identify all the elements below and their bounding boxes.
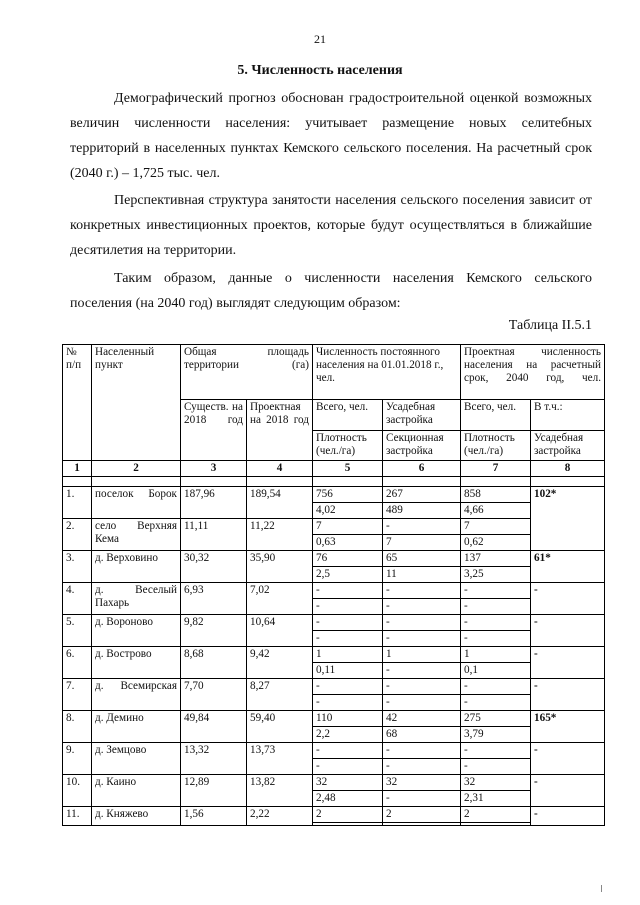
pop-section: 489 — [383, 503, 461, 519]
pop-section: - — [383, 599, 461, 615]
spacer-cell — [92, 477, 181, 487]
scan-mark — [601, 885, 602, 892]
col-number: 7 — [461, 461, 531, 477]
settlement-name: д. Всемирская — [92, 679, 181, 711]
proj-estate: 165* — [531, 711, 605, 743]
header-area: Общая площадь территории (га) — [181, 345, 313, 400]
proj-total: 2 — [461, 807, 531, 823]
header-proj-incl: В т.ч.: — [531, 400, 605, 431]
table-caption: Таблица II.5.1 — [508, 318, 592, 333]
pop-estate: 267 — [383, 487, 461, 503]
pop-total: 76 — [313, 551, 383, 567]
pop-density: 0,11 — [313, 663, 383, 679]
spacer-cell — [247, 477, 313, 487]
proj-total: - — [461, 583, 531, 599]
settlement-name: д. Княжево — [92, 807, 181, 826]
area-project: 59,40 — [247, 711, 313, 743]
pop-estate: 32 — [383, 775, 461, 791]
proj-total: 137 — [461, 551, 531, 567]
proj-density: 0,1 — [461, 663, 531, 679]
spacer-cell — [63, 477, 92, 487]
table-row — [63, 711, 605, 727]
pop-density: - — [313, 759, 383, 775]
area-project: 10,64 — [247, 615, 313, 647]
table-row — [63, 615, 605, 631]
proj-estate: - — [531, 679, 605, 711]
header-pop-estate: Усадебная застройка — [383, 400, 461, 431]
table-row — [63, 551, 605, 567]
pop-estate: - — [383, 743, 461, 759]
spacer-cell — [461, 477, 531, 487]
proj-estate: - — [531, 615, 605, 647]
area-existing: 9,82 — [181, 615, 247, 647]
area-existing: 7,70 — [181, 679, 247, 711]
pop-estate: - — [383, 615, 461, 631]
settlement-name: д. Верховино — [92, 551, 181, 583]
pop-total: - — [313, 679, 383, 695]
proj-estate: 102* — [531, 487, 605, 551]
header-area-existing: Существ. на 2018 год — [181, 400, 247, 461]
table-row — [63, 775, 605, 791]
proj-estate: - — [531, 743, 605, 775]
header-population: Численность постоянного населения на 01.01.2018 г., чел. — [313, 345, 461, 400]
spacer-cell — [531, 477, 605, 487]
pop-density: 2,5 — [313, 567, 383, 583]
proj-total: 858 — [461, 487, 531, 503]
header-proj-total: Всего, чел. — [461, 400, 531, 431]
pop-estate: 65 — [383, 551, 461, 567]
area-project: 189,54 — [247, 487, 313, 519]
header-proj-density: Плотность (чел./га) — [461, 431, 531, 461]
table-row — [63, 807, 605, 823]
col-number: 4 — [247, 461, 313, 477]
pop-total: 110 — [313, 711, 383, 727]
header-proj-estate: Усадебная застройка — [531, 431, 605, 461]
header-row — [63, 345, 605, 400]
paragraph-1 — [70, 86, 592, 186]
population-table — [62, 344, 605, 826]
table-row — [63, 743, 605, 759]
pop-total: - — [313, 615, 383, 631]
pop-section — [383, 823, 461, 826]
pop-section: 7 — [383, 535, 461, 551]
row-number: 7. — [63, 679, 92, 711]
pop-total: - — [313, 583, 383, 599]
row-number: 11. — [63, 807, 92, 826]
col-number: 8 — [531, 461, 605, 477]
table-row — [63, 519, 605, 535]
header-pop-total: Всего, чел. — [313, 400, 383, 431]
pop-density: - — [313, 695, 383, 711]
pop-section: - — [383, 631, 461, 647]
settlement-name: село Верхняя Кема — [92, 519, 181, 551]
row-number: 6. — [63, 647, 92, 679]
settlement-name: д. Вороново — [92, 615, 181, 647]
row-number: 9. — [63, 743, 92, 775]
pop-total: 756 — [313, 487, 383, 503]
proj-density: 4,66 — [461, 503, 531, 519]
area-project: 9,42 — [247, 647, 313, 679]
proj-density: 3,79 — [461, 727, 531, 743]
proj-density: 2,31 — [461, 791, 531, 807]
table-row — [63, 679, 605, 695]
row-number: 2. — [63, 519, 92, 551]
paragraph-text: Демографический прогноз обоснован градостроительной оценкой возможных величин численности населения: учитывает размещение новых селитебных территорий в населенных пунктах Кемского сельского поселения. На расчетный срок (2040 г.) – 1,725 тыс. чел. — [70, 91, 592, 181]
row-number: 1. — [63, 487, 92, 519]
page-number: 21 — [314, 32, 326, 46]
pop-estate: - — [383, 583, 461, 599]
pop-section: - — [383, 791, 461, 807]
area-project: 35,90 — [247, 551, 313, 583]
table-body — [63, 345, 605, 826]
proj-estate: 61* — [531, 551, 605, 583]
header-num: № п/п — [63, 345, 92, 461]
spacer-cell — [383, 477, 461, 487]
paragraph-3 — [70, 266, 592, 316]
proj-total: 1 — [461, 647, 531, 663]
proj-total: - — [461, 679, 531, 695]
settlement-name: д. Земцово — [92, 743, 181, 775]
pop-density: 4,02 — [313, 503, 383, 519]
area-project: 13,82 — [247, 775, 313, 807]
column-number-row — [63, 461, 605, 477]
paragraph-2 — [70, 188, 592, 263]
proj-total: 32 — [461, 775, 531, 791]
proj-estate: - — [531, 775, 605, 807]
pop-section: - — [383, 663, 461, 679]
area-existing: 1,56 — [181, 807, 247, 826]
pop-total: 1 — [313, 647, 383, 663]
pop-total: - — [313, 743, 383, 759]
col-number: 6 — [383, 461, 461, 477]
area-existing: 49,84 — [181, 711, 247, 743]
spacer-cell — [313, 477, 383, 487]
col-number: 2 — [92, 461, 181, 477]
pop-estate: 2 — [383, 807, 461, 823]
proj-estate: - — [531, 807, 605, 826]
settlement-name: поселок Борок — [92, 487, 181, 519]
settlement-name: д. Демино — [92, 711, 181, 743]
area-existing: 30,32 — [181, 551, 247, 583]
area-project: 11,22 — [247, 519, 313, 551]
area-existing: 8,68 — [181, 647, 247, 679]
pop-section: 68 — [383, 727, 461, 743]
header-settlement: Населенный пункт — [92, 345, 181, 461]
pop-density: 2,48 — [313, 791, 383, 807]
row-number: 3. — [63, 551, 92, 583]
table-row — [63, 487, 605, 503]
col-number: 3 — [181, 461, 247, 477]
header-pop-density: Плотность (чел./га) — [313, 431, 383, 461]
pop-total: 2 — [313, 807, 383, 823]
area-project: 13,73 — [247, 743, 313, 775]
proj-total: - — [461, 743, 531, 759]
proj-density: 0,62 — [461, 535, 531, 551]
area-existing: 13,32 — [181, 743, 247, 775]
area-project: 7,02 — [247, 583, 313, 615]
row-number: 10. — [63, 775, 92, 807]
proj-density: - — [461, 599, 531, 615]
proj-density — [461, 823, 531, 826]
pop-estate: - — [383, 679, 461, 695]
pop-total: 32 — [313, 775, 383, 791]
col-number: 1 — [63, 461, 92, 477]
pop-density — [313, 823, 383, 826]
pop-estate: - — [383, 519, 461, 535]
proj-density: 3,25 — [461, 567, 531, 583]
proj-density: - — [461, 695, 531, 711]
area-existing: 11,11 — [181, 519, 247, 551]
area-project: 2,22 — [247, 807, 313, 826]
proj-density: - — [461, 631, 531, 647]
settlement-name: д. Вострово — [92, 647, 181, 679]
spacer-row — [63, 477, 605, 487]
header-pop-section: Секционная застройка — [383, 431, 461, 461]
pop-density: - — [313, 599, 383, 615]
paragraph-text: Перспективная структура занятости населения сельского поселения зависит от конкретных инвестиционных проектов, которые будут осуществляться в ближайшие десятилетия на территории. — [70, 193, 592, 258]
proj-estate: - — [531, 583, 605, 615]
header-projected: Проектная численность населения на расчетный срок, 2040 год, чел. — [461, 345, 605, 400]
area-existing: 12,89 — [181, 775, 247, 807]
proj-total: 275 — [461, 711, 531, 727]
proj-total: 7 — [461, 519, 531, 535]
pop-density: - — [313, 631, 383, 647]
table-row — [63, 583, 605, 599]
row-number: 4. — [63, 583, 92, 615]
spacer-cell — [181, 477, 247, 487]
table-row — [63, 647, 605, 663]
settlement-name: д. Каино — [92, 775, 181, 807]
settlement-name: д. Веселый Пахарь — [92, 583, 181, 615]
area-project: 8,27 — [247, 679, 313, 711]
pop-density: 2,2 — [313, 727, 383, 743]
pop-estate: 1 — [383, 647, 461, 663]
pop-section: - — [383, 695, 461, 711]
proj-density: - — [461, 759, 531, 775]
section-heading: 5. Численность населения — [237, 63, 403, 78]
col-number: 5 — [313, 461, 383, 477]
pop-density: 0,63 — [313, 535, 383, 551]
pop-total: 7 — [313, 519, 383, 535]
pop-estate: 42 — [383, 711, 461, 727]
proj-total: - — [461, 615, 531, 631]
pop-section: - — [383, 759, 461, 775]
pop-section: 11 — [383, 567, 461, 583]
row-number: 5. — [63, 615, 92, 647]
header-area-project: Проектная на 2018 год — [247, 400, 313, 461]
row-number: 8. — [63, 711, 92, 743]
proj-estate: - — [531, 647, 605, 679]
area-existing: 6,93 — [181, 583, 247, 615]
area-existing: 187,96 — [181, 487, 247, 519]
paragraph-text: Таким образом, данные о численности населения Кемского сельского поселения (на 2040 год) выглядят следующим образом: — [70, 271, 592, 311]
